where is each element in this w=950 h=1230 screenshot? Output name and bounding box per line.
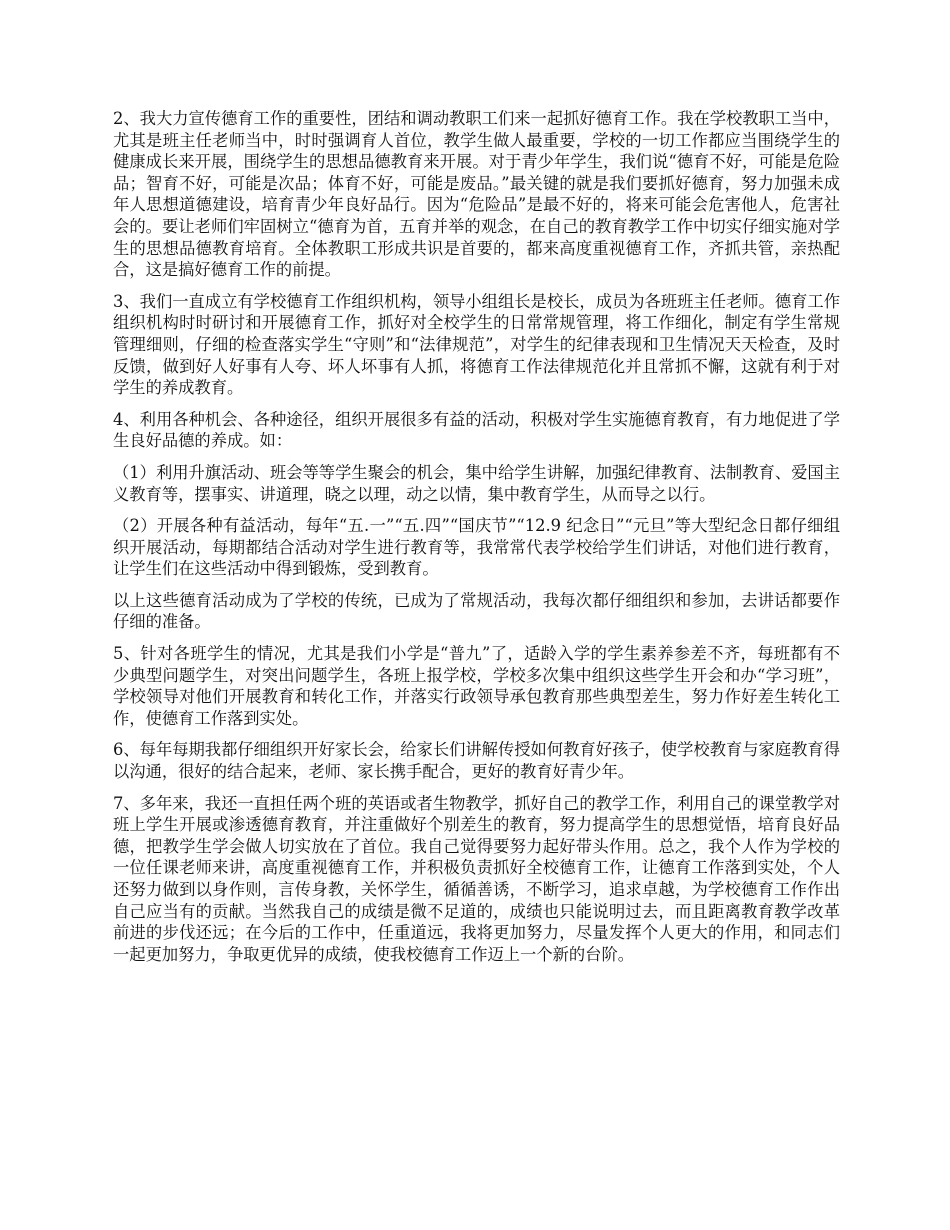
paragraph-4-item-1: （1）利用升旗活动、班会等等学生聚会的机会，集中给学生讲解，加强纪律教育、法制教育、爱国主义教育等，摆事实、讲道理，晓之以理，动之以情，集中教育学生，从而导之以行。	[113, 462, 840, 504]
paragraph-2: 2、我大力宣传德育工作的重要性，团结和调动教职工们来一起抓好德育工作。我在学校教职工当中，尤其是班主任老师当中，时时强调育人首位，教学生做人最重要，学校的一切工作都应当围绕学生的健康成长来开展，围绕学生的思想品德教育来开展。对于青少年学生，我们说“德育不好，可能是危险品；智育不好，可能是次品；体育不好，可能是废品。”最关键的就是我们要抓好德育，努力加强未成年人思想道德建设，培育青少年良好品行。因为“危险品”是最不好的，将来可能会危害他人，危害社会的。要让老师们牢固树立“德育为首，五育并举的观念，在自己的教育教学工作中切实仔细实施对学生的思想品德教育培育。全体教职工形成共识是首要的，都来高度重视德育工作，齐抓共管，亲热配合，这是搞好德育工作的前提。	[113, 109, 840, 280]
paragraph-4: 4、利用各种机会、各种途径，组织开展很多有益的活动，积极对学生实施德育教育，有力地促进了学生良好品德的养成。如：	[113, 409, 840, 451]
paragraph-7: 7、多年来，我还一直担任两个班的英语或者生物教学，抓好自己的教学工作，利用自己的课堂教学对班上学生开展或渗透德育教育，并注重做好个别差生的教育，努力提高学生的思想觉悟，培育良好品德，把教学生学会做人切实放在了首位。我自己觉得要努力起好带头作用。总之，我个人作为学校的一位任课老师来讲，高度重视德育工作，并积极负责抓好全校德育工作，让德育工作落到实处，个人还努力做到以身作则，言传身教，关怀学生，循循善诱，不断学习，追求卓越，为学校德育工作作出自己应当有的贡献。当然我自己的成绩是微不足道的，成绩也只能说明过去，而且距离教育教学改革前进的步伐还远；在今后的工作中，任重道远，我将更加努力，尽量发挥个人更大的作用，和同志们一起更加努力，争取更优异的成绩，使我校德育工作迈上一个新的台阶。	[113, 793, 840, 964]
paragraph-4-item-2: （2）开展各种有益活动，每年“五.一”“五.四”“国庆节”“12.9 纪念日”“元旦”等大型纪念日都仔细组织开展活动，每期都结合活动对学生进行教育等，我常常代表学校给学生们讲话，对他们进行教育，让学生们在这些活动中得到锻炼，受到教育。	[113, 516, 840, 579]
paragraph-3: 3、我们一直成立有学校德育工作组织机构，领导小组组长是校长，成员为各班班主任老师。德育工作组织机构时时研讨和开展德育工作，抓好对全校学生的日常常规管理，将工作细化，制定有学生常规管理细则，仔细的检查落实学生“守则”和“法律规范”，对学生的纪律表现和卫生情况天天检查，及时反馈，做到好人好事有人夸、坏人坏事有人抓，将德育工作法律规范化并且常抓不懈，这就有利于对学生的养成教育。	[113, 291, 840, 398]
document-body	[113, 108, 840, 975]
paragraph-summary: 以上这些德育活动成为了学校的传统，已成为了常规活动，我每次都仔细组织和参加，去讲话都要作仔细的准备。	[113, 590, 840, 632]
paragraph-5: 5、针对各班学生的情况，尤其是我们小学是“普九”了，适龄入学的学生素养参差不齐，每班都有不少典型问题学生，对突出问题学生，各班上报学校，学校多次集中组织这些学生开会和办“学习班”，学校领导对他们开展教育和转化工作，并落实行政领导承包教育那些典型差生，努力作好差生转化工作，使德育工作落到实处。	[113, 644, 840, 728]
paragraph-6: 6、每年每期我都仔细组织开好家长会，给家长们讲解传授如何教育好孩子，使学校教育与家庭教育得以沟通，很好的结合起来，老师、家长携手配合，更好的教育好青少年。	[113, 740, 840, 782]
